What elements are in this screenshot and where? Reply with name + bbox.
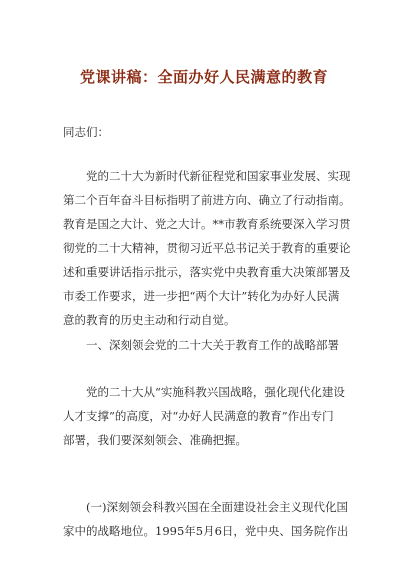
paragraph-line: 第二个百年奋斗目标指明了前进方向、确立了行动指南。 <box>63 193 351 207</box>
paragraph-line: 彻党的二十大精神，贯彻习近平总书记关于教育的重要论 <box>63 241 351 255</box>
paragraph-section-intro <box>63 380 353 452</box>
paragraph-line: 述和重要讲话指示批示，落实党中央教育重大决策部署及 <box>63 265 351 279</box>
paragraph-line: 家中的战略地位。1995年5月6日，党中央、国务院作出 <box>63 524 349 538</box>
paragraph-line: 一、深刻领会党的二十大关于教育工作的战略部署 <box>63 338 339 352</box>
paragraph-line: 市委工作要求，进一步把“两个大计”转化为办好人民满 <box>63 289 340 303</box>
paragraph-line: 部署，我们要深刻领会、准确把握。 <box>63 433 247 447</box>
paragraph-intro <box>63 164 353 332</box>
document-title: 党课讲稿：全面办好人民满意的教育 <box>79 68 328 86</box>
paragraph-line: (一)深刻领会科教兴国在全面建设社会主义现代化国 <box>63 500 348 514</box>
paragraph-subsection <box>63 495 353 543</box>
paragraph-line: 人才支撑”的高度，对“办好人民满意的教育”作出专门 <box>63 409 334 423</box>
section-heading <box>63 333 353 357</box>
paragraph-line: 党的二十大从“实施科教兴国战略，强化现代化建设 <box>63 385 345 399</box>
paragraph-line: 意的教育的历史主动和行动自觉。 <box>63 313 236 327</box>
salutation: 同志们： <box>63 125 109 139</box>
paragraph-line: 党的二十大为新时代新征程党和国家事业发展、实现 <box>63 169 351 183</box>
paragraph-line: 教育是国之大计、党之大计。**市教育系统要深入学习贯 <box>63 217 351 231</box>
